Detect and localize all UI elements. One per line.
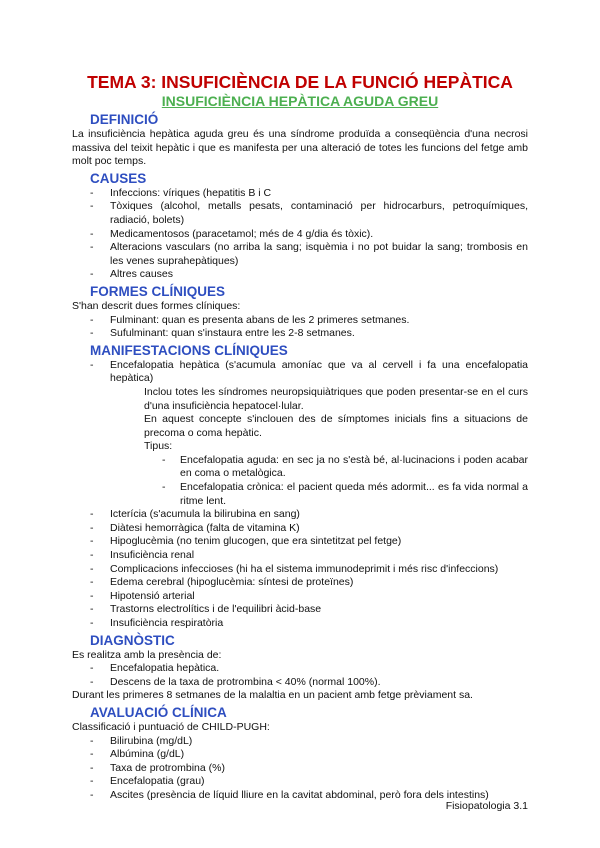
section-avaluacio: [72, 705, 528, 803]
list-item: - Fulminant: quan es presenta abans de les 2 primeres setmanes.: [72, 314, 528, 328]
avaluacio-intro: Classificació i puntuació de CHILD-PUGH:: [72, 720, 270, 733]
page-footer: Fisiopatologia 3.1: [445, 800, 528, 812]
manifestacions-list: [72, 359, 528, 386]
section-definicio: [72, 112, 528, 169]
list-item: - Sufulminant: quan s'instaura entre les 2-8 setmanes.: [72, 327, 528, 341]
list-item: - Infeccions: víriques (hepatitis B i C: [72, 187, 528, 201]
list-item: - Ascites (presència de líquid lliure en la cavitat abdominal, però fora dels intestins): [72, 789, 528, 803]
list-item: - Encefalopatia hepàtica.: [72, 662, 528, 676]
list-item: - Encefalopatia hepàtica (s'acumula amoníac que va al cervell i fa una encefalopatia hepàtica): [72, 359, 528, 386]
list-item: - Alteracions vasculars (no arriba la sang; isquèmia i no pot buidar la sang; trombosis en les venes suprahepàtiques): [72, 241, 528, 268]
list-item: - Descens de la taxa de protrombina < 40% (normal 100%).: [72, 676, 528, 690]
section-manifestacions: [72, 343, 528, 631]
list-item: - Diàtesi hemorràgica (falta de vitamina K): [72, 522, 528, 536]
section-formes: [72, 284, 528, 341]
list-item: - Albúmina (g/dL): [72, 748, 528, 762]
list-item: - Encefalopatia (grau): [72, 775, 528, 789]
diagnostic-after: Durant les primeres 8 setmanes de la malaltia en un pacient amb fetge prèviament sa.: [72, 689, 473, 702]
avaluacio-list: [72, 735, 528, 803]
tipus-label: Tipus:: [144, 440, 173, 453]
list-item: - Encefalopatia aguda: en sec ja no s'està bé, al·lucinacions i poden acabar en coma o metalògica.: [72, 454, 528, 481]
list-item: - Hipotensió arterial: [72, 590, 528, 604]
manifestacions-para1: Inclou totes les síndromes neuropsiquiàtriques que poden presentar-se en el curs d'una insuficiència hepatocel·lular.: [144, 385, 528, 412]
list-item: - Altres causes: [72, 268, 528, 282]
manifestacions-list-2: [72, 508, 528, 630]
section-heading-diagnostic: DIAGNÒSTIC: [90, 632, 175, 648]
list-item: - Encefalopatia crònica: el pacient queda més adormit... es fa vida normal a ritme lent.: [72, 481, 528, 508]
section-heading-definicio: DEFINICIÓ: [90, 112, 159, 127]
list-item: - Trastorns electrolítics i de l'equilibri àcid-base: [72, 603, 528, 617]
list-item: - Medicamentosos (paracetamol; més de 4 g/dia és tòxic).: [72, 228, 528, 242]
list-item: - Tòxiques (alcohol, metalls pesats, contaminació per hidrocarburs, petroquímiques, radiació, bolets): [72, 200, 528, 227]
diagnostic-intro: Es realitza amb la presència de:: [72, 648, 222, 661]
list-item: - Bilirubina (mg/dL): [72, 735, 528, 749]
list-item: - Insuficiència respiratòria: [72, 617, 528, 631]
formes-list: [72, 314, 528, 341]
document-page: [72, 72, 528, 803]
manifestacions-para2: En aquest concepte s'inclouen des de símptomes inicials fins a situacions de precoma o coma hepàtic.: [144, 413, 528, 439]
section-causes: [72, 171, 528, 282]
diagnostic-list: [72, 662, 528, 689]
list-item: - Taxa de protrombina (%): [72, 762, 528, 776]
section-heading-causes: CAUSES: [90, 170, 147, 186]
list-item: - Hipoglucèmia (no tenim glucogen, que era sintetitzat pel fetge): [72, 535, 528, 549]
tipus-list: [72, 454, 528, 508]
causes-list: [72, 187, 528, 282]
document-subtitle: INSUFICIÈNCIA HEPÀTICA AGUDA GREU: [161, 93, 439, 109]
document-title: TEMA 3: INSUFICIÈNCIA DE LA FUNCIÓ HEPÀTICA: [87, 72, 513, 92]
section-heading-formes: FORMES CLÍNIQUES: [90, 283, 226, 299]
section-heading-avaluacio: AVALUACIÓ CLÍNICA: [90, 704, 227, 720]
section-heading-manifestacions: MANIFESTACIONS CLÍNIQUES: [90, 342, 288, 358]
definicio-text: La insuficiència hepàtica aguda greu és una síndrome produïda a conseqüència d'una necrosi massiva del teixit hepàtic i que es manifesta per una alteració de totes les funcions del fetge amb molt poc temps.: [72, 128, 528, 168]
list-item: - Edema cerebral (hipoglucèmia: síntesi de proteïnes): [72, 576, 528, 590]
formes-intro: S'han descrit dues formes clíniques:: [72, 299, 241, 312]
list-item: - Complicacions infeccioses (hi ha el sistema immunodeprimit i més risc d'infeccions): [72, 563, 528, 577]
section-diagnostic: [72, 633, 528, 703]
list-item: - Icterícia (s'acumula la bilirubina en sang): [72, 508, 528, 522]
list-item: - Insuficiència renal: [72, 549, 528, 563]
